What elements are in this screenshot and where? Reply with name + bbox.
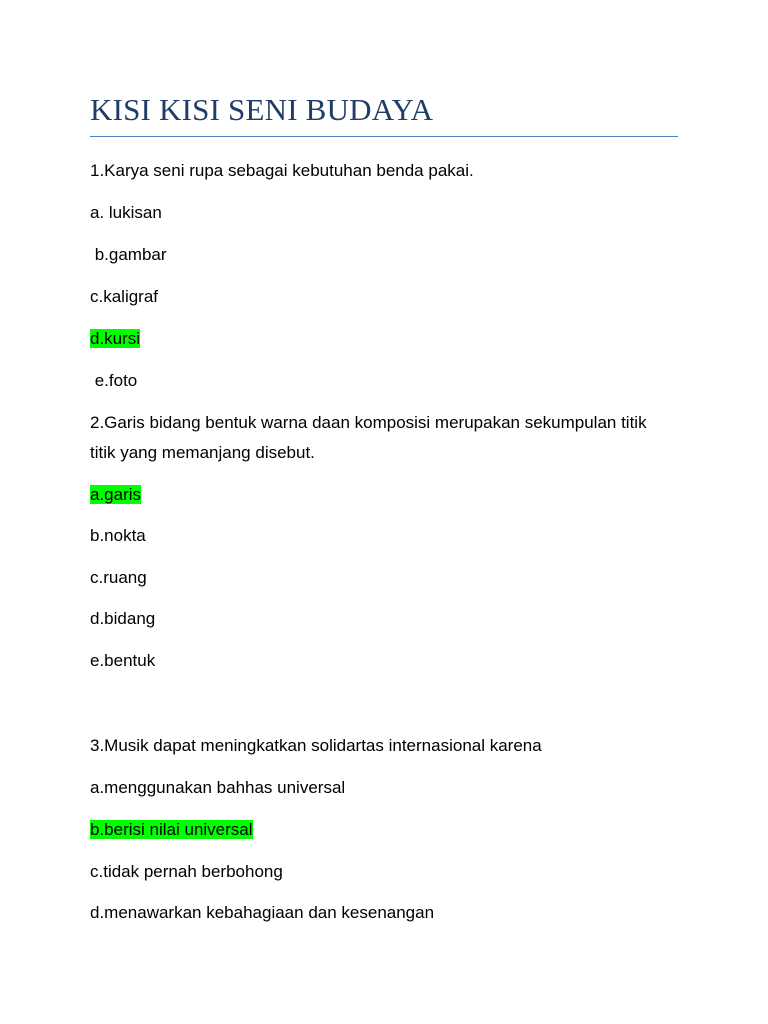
highlighted-answer: d.kursi xyxy=(90,329,141,348)
question-2-option-a xyxy=(90,480,141,510)
question-3-option-a xyxy=(90,773,345,803)
option-label: c.ruang xyxy=(90,568,147,587)
question-1-option-a xyxy=(90,198,162,228)
question-2-option-e xyxy=(90,646,155,676)
question-2-text: 2.Garis bidang bentuk warna daan komposisi merupakan sekumpulan titik titik yang memanjang disebut. xyxy=(90,413,647,462)
option-label: c.tidak pernah berbohong xyxy=(90,862,283,881)
question-1-option-c xyxy=(90,282,158,312)
document-title: KISI KISI SENI BUDAYA xyxy=(90,92,434,127)
question-1-option-d xyxy=(90,324,140,354)
option-label: a. lukisan xyxy=(90,203,162,222)
option-label: d.menawarkan kebahagiaan dan kesenangan xyxy=(90,903,435,922)
question-3-text: 3.Musik dapat meningkatkan solidartas internasional karena xyxy=(90,736,542,755)
question-2-option-c xyxy=(90,563,147,593)
option-label: d.bidang xyxy=(90,609,156,628)
question-2-option-b xyxy=(90,521,146,551)
highlighted-answer: a.garis xyxy=(90,485,142,504)
question-3-option-c xyxy=(90,857,283,887)
option-label: e.bentuk xyxy=(90,651,156,670)
option-label: a.menggunakan bahhas universal xyxy=(90,778,346,797)
question-1-option-e xyxy=(90,366,137,396)
option-label: c.kaligraf xyxy=(90,287,159,306)
question-3-option-d xyxy=(90,898,434,928)
option-label: e.foto xyxy=(90,371,138,390)
title-underline xyxy=(90,136,678,137)
question-1-text: 1.Karya seni rupa sebagai kebutuhan benda pakai. xyxy=(90,161,474,180)
option-label: b.nokta xyxy=(90,526,146,545)
highlighted-answer: b.berisi nilai universal xyxy=(90,820,253,839)
option-label: b.gambar xyxy=(90,245,167,264)
question-2-option-d xyxy=(90,604,155,634)
question-1-option-b xyxy=(90,240,167,270)
question-3-option-b xyxy=(90,815,253,845)
